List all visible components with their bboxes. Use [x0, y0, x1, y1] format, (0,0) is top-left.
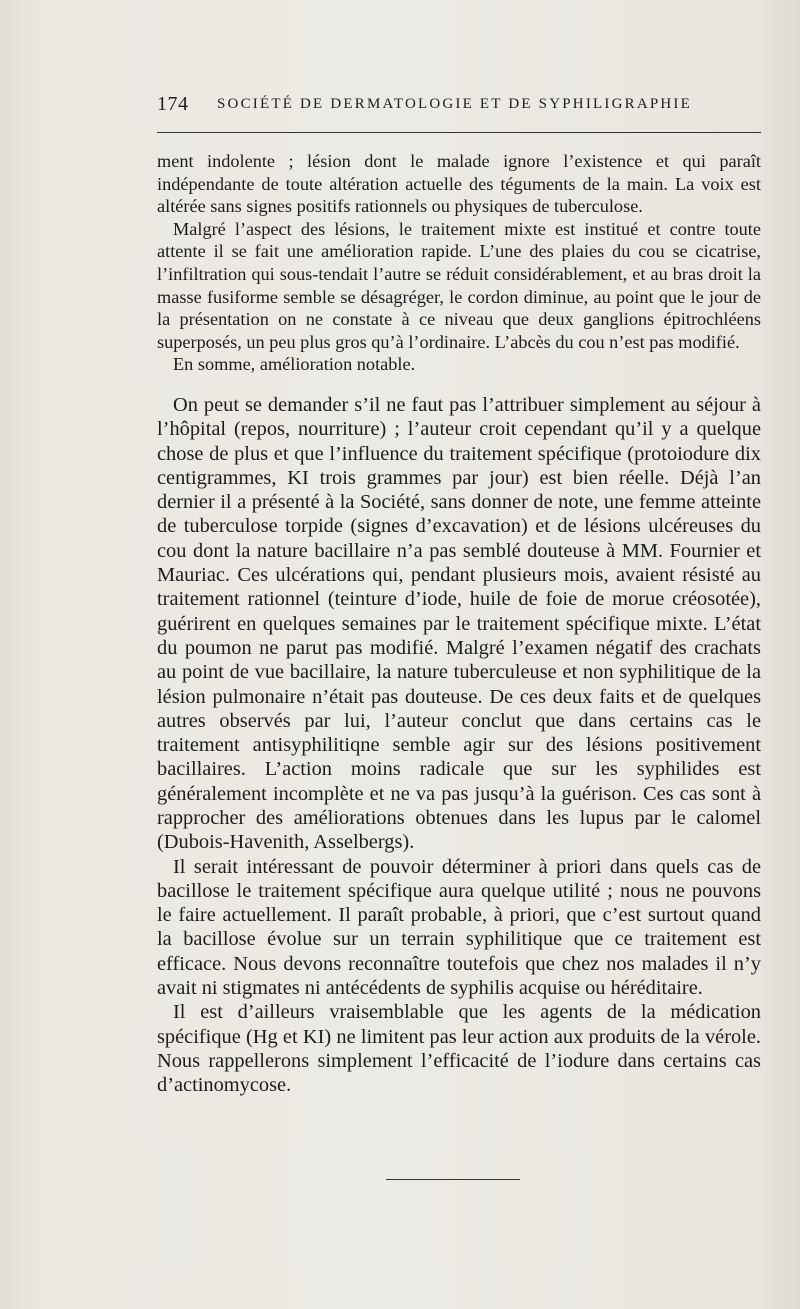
section-gap [157, 376, 761, 393]
paragraph-small-3: En somme, amélioration notable. [173, 354, 416, 375]
end-rule [386, 1179, 520, 1180]
body-text [157, 150, 761, 1098]
running-head: SOCIÉTÉ DE DERMATOLOGIE ET DE SYPHILIGRAPHIE [217, 96, 692, 112]
page-header [157, 93, 761, 123]
header-rule [157, 132, 761, 133]
paragraph-large-3: Il est d’ailleurs vraisemblable que les agents de la médication spécifique (Hg et KI) ne limitent pas leur action aux produits de la vérole. Nous rappellerons simplement l’efficacité de l’iodure dans certains cas d’actinomycose. [157, 1001, 761, 1097]
paragraph-small-1: ment indolente ; lésion dont le malade ignore l’existence et qui paraît indépendante de toute altération actuelle des téguments de la main. La voix est altérée sans signes positifs rationnels ou physiques de tuberculose. [157, 151, 761, 217]
page-number: 174 [157, 93, 189, 115]
paragraph-small-2: Malgré l’aspect des lésions, le traitement mixte est institué et contre toute attente il se fait une amélioration rapide. L’une des plaies du cou se cicatrise, l’infiltration qui sous-tendait l’autre se réduit considérablement, et au bras droit la masse fusiforme semble se désagréger, le cordon diminue, au point que le jour de la présentation on ne constate à ce niveau que deux ganglions épitrochléens superposés, un peu plus gros qu’à l’ordinaire. L’abcès du cou n’est pas modifié. [157, 218, 761, 352]
paragraph-large-1: On peut se demander s’il ne faut pas l’attribuer simplement au séjour à l’hôpital (repos, nourriture) ; l’auteur croit cependant qu’il y a quelque chose de plus et que l’influence du traitement spécifique (protoiodure dix centigrammes, KI trois grammes par jour) est bien réelle. Déjà l’an dernier il a présenté à la Société, sans donner de note, une femme atteinte de tuberculose torpide (signes d’excavation) et de lésions ulcéreuses du cou dont la nature bacillaire n’a pas semblé douteuse à MM. Fournier et Mauriac. Ces ulcérations qui, pendant plusieurs mois, avaient résisté au traitement rationnel (teinture d’iode, huile de foie de morue créosotée), guérirent en quelques semaines par le traitement spécifique mixte. L’état du poumon ne parut pas modifié. Malgré l’examen négatif des crachats au point de vue bacillaire, la nature tuberculeuse et non syphilitique de la lésion pulmonaire n’était pas douteuse. De ces deux faits et de quelques autres observés par lui, l’auteur conclut que dans certains cas le traitement antisyphilitiqne semble agir sur des lésions positivement bacillaires. L’action moins radicale que sur les syphilides est généralement incomplète et ne va pas jusqu’à la guérison. Ces cas sont à rapprocher des améliorations obtenues dans les lupus par le calomel (Dubois-Havenith, Asselbergs). [157, 393, 761, 854]
paragraph-large-2: Il serait intéressant de pouvoir déterminer à priori dans quels cas de bacillose le traitement spécifique aura quelque utilité ; nous ne pouvons le faire actuellement. Il paraît probable, à priori, que c’est surtout quand la bacillose évolue sur un terrain syphilitique que ce traitement est efficace. Nous devons reconnaître toutefois que chez nos malades il n’y avait ni stigmates ni antécédents de syphilis acquise ou héréditaire. [157, 855, 761, 1000]
